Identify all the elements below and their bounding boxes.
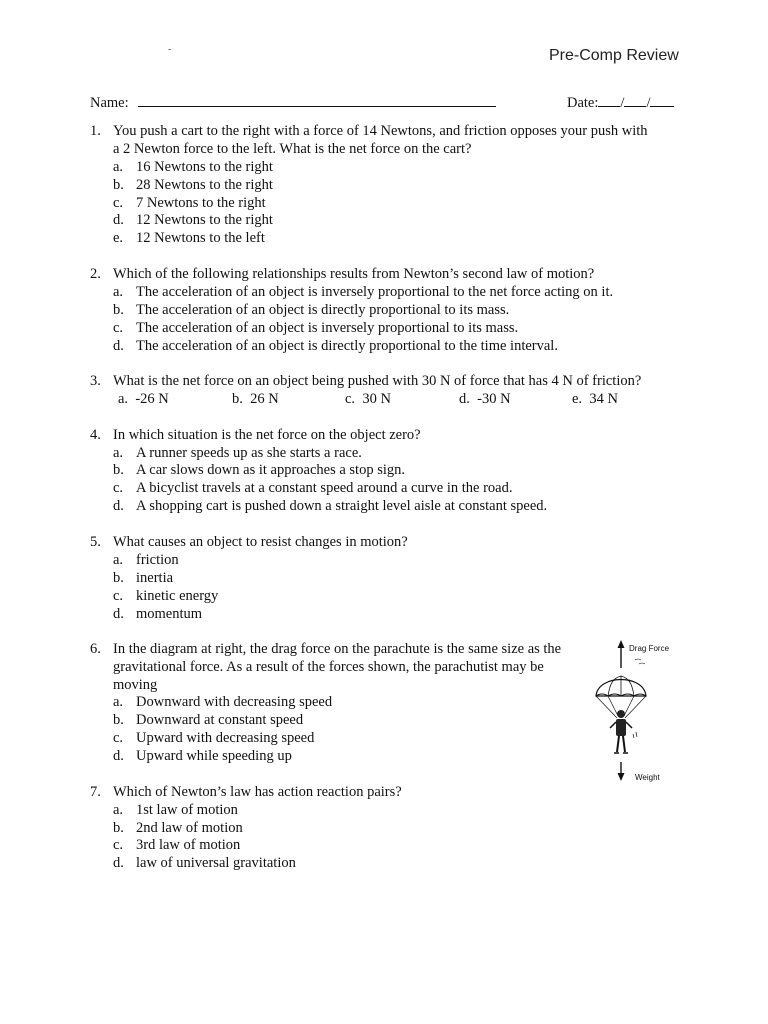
parachutist-body	[616, 719, 626, 736]
question-6: 6. In the diagram at right, the drag force on the parachute is the same size as the	[90, 641, 562, 657]
question-7-option-b[interactable]: b. 2nd law of motion	[113, 820, 243, 836]
question-4: 4. In which situation is the net force on the object zero?	[90, 427, 421, 443]
question-6-option-d[interactable]: d. Upward while speeding up	[113, 748, 292, 764]
question-4-option-b[interactable]: b. A car slows down as it approaches a stop sign.	[113, 462, 406, 478]
question-6-option-c[interactable]: c. Upward with decreasing speed	[113, 730, 315, 746]
question-6-option-a[interactable]: a. Downward with decreasing speed	[113, 694, 333, 710]
name-field[interactable]	[138, 93, 496, 107]
question-2-option-d[interactable]: d. The acceleration of an object is directly proportional to the time interval.	[113, 338, 558, 354]
question-1-option-d[interactable]: d. 12 Newtons to the right	[113, 212, 273, 228]
question-2-option-a[interactable]: a. The acceleration of an object is inversely proportional to the net force acting on it.	[113, 284, 614, 300]
question-2-option-c[interactable]: c. The acceleration of an object is inversely proportional to its mass.	[113, 320, 519, 336]
question-1-option-b[interactable]: b. 28 Newtons to the right	[113, 177, 273, 193]
stray-mark: -	[168, 44, 172, 55]
parachutist-head	[617, 710, 625, 718]
page-title: Pre-Comp Review	[549, 47, 679, 64]
date-year-field[interactable]	[650, 93, 674, 107]
question-7: 7. Which of Newton’s law has action reaction pairs?	[90, 784, 402, 800]
date-month-field[interactable]	[598, 93, 620, 107]
question-5-option-a[interactable]: a. friction	[113, 552, 179, 568]
date-label: Date:	[567, 95, 599, 111]
date-row: Date: / /	[567, 93, 674, 112]
question-1-option-c[interactable]: c. 7 Newtons to the right	[113, 195, 266, 211]
question-2: 2. Which of the following relationships results from Newton’s second law of motion?	[90, 266, 595, 282]
question-5-option-b[interactable]: b. inertia	[113, 570, 174, 586]
question-7-option-a[interactable]: a. 1st law of motion	[113, 802, 238, 818]
question-6-line-2: gravitational force. As a result of the forces shown, the parachutist may be	[113, 659, 544, 675]
parachute-diagram	[588, 636, 688, 786]
question-4-option-d[interactable]: d. A shopping cart is pushed down a straight level aisle at constant speed.	[113, 498, 548, 514]
question-4-option-c[interactable]: c. A bicyclist travels at a constant speed around a curve in the road.	[113, 480, 513, 496]
drag-force-label: Drag Force	[629, 644, 670, 653]
question-2-option-b[interactable]: b. The acceleration of an object is directly proportional to its mass.	[113, 302, 510, 318]
question-6-line-3: moving	[113, 677, 158, 693]
question-5-option-c[interactable]: c. kinetic energy	[113, 588, 219, 604]
date-day-field[interactable]	[624, 93, 646, 107]
drag-force-arrowhead	[618, 640, 625, 648]
question-7-option-c[interactable]: c. 3rd law of motion	[113, 837, 241, 853]
question-7-option-d[interactable]: d. law of universal gravitation	[113, 855, 296, 871]
question-3-option-c[interactable]: c. 30 N	[345, 391, 391, 407]
question-1-option-a[interactable]: a. 16 Newtons to the right	[113, 159, 273, 175]
question-5-option-d[interactable]: d. momentum	[113, 606, 203, 622]
question-3: 3. What is the net force on an object being pushed with 30 N of force that has 4 N of friction?	[90, 373, 642, 389]
weight-arrowhead	[618, 773, 625, 781]
question-3-option-b[interactable]: b. 26 N	[232, 391, 279, 407]
question-1: 1. You push a cart to the right with a force of 14 Newtons, and friction opposes your push with	[90, 123, 648, 139]
weight-label: Weight	[635, 773, 660, 782]
question-1-option-e[interactable]: e. 12 Newtons to the left	[113, 230, 265, 246]
question-6-option-b[interactable]: b. Downward at constant speed	[113, 712, 304, 728]
wind-streaks	[633, 732, 637, 738]
name-label: Name:	[90, 95, 129, 111]
question-4-option-a[interactable]: a. A runner speeds up as she starts a race.	[113, 445, 362, 461]
question-3-option-d[interactable]: d. -30 N	[459, 391, 511, 407]
question-5: 5. What causes an object to resist changes in motion?	[90, 534, 408, 550]
question-1-line-2: a 2 Newton force to the left. What is the net force on the cart?	[113, 141, 472, 157]
question-3-option-e[interactable]: e. 34 N	[572, 391, 618, 407]
question-3-option-a[interactable]: a. -26 N	[118, 391, 169, 407]
name-row	[90, 93, 496, 112]
